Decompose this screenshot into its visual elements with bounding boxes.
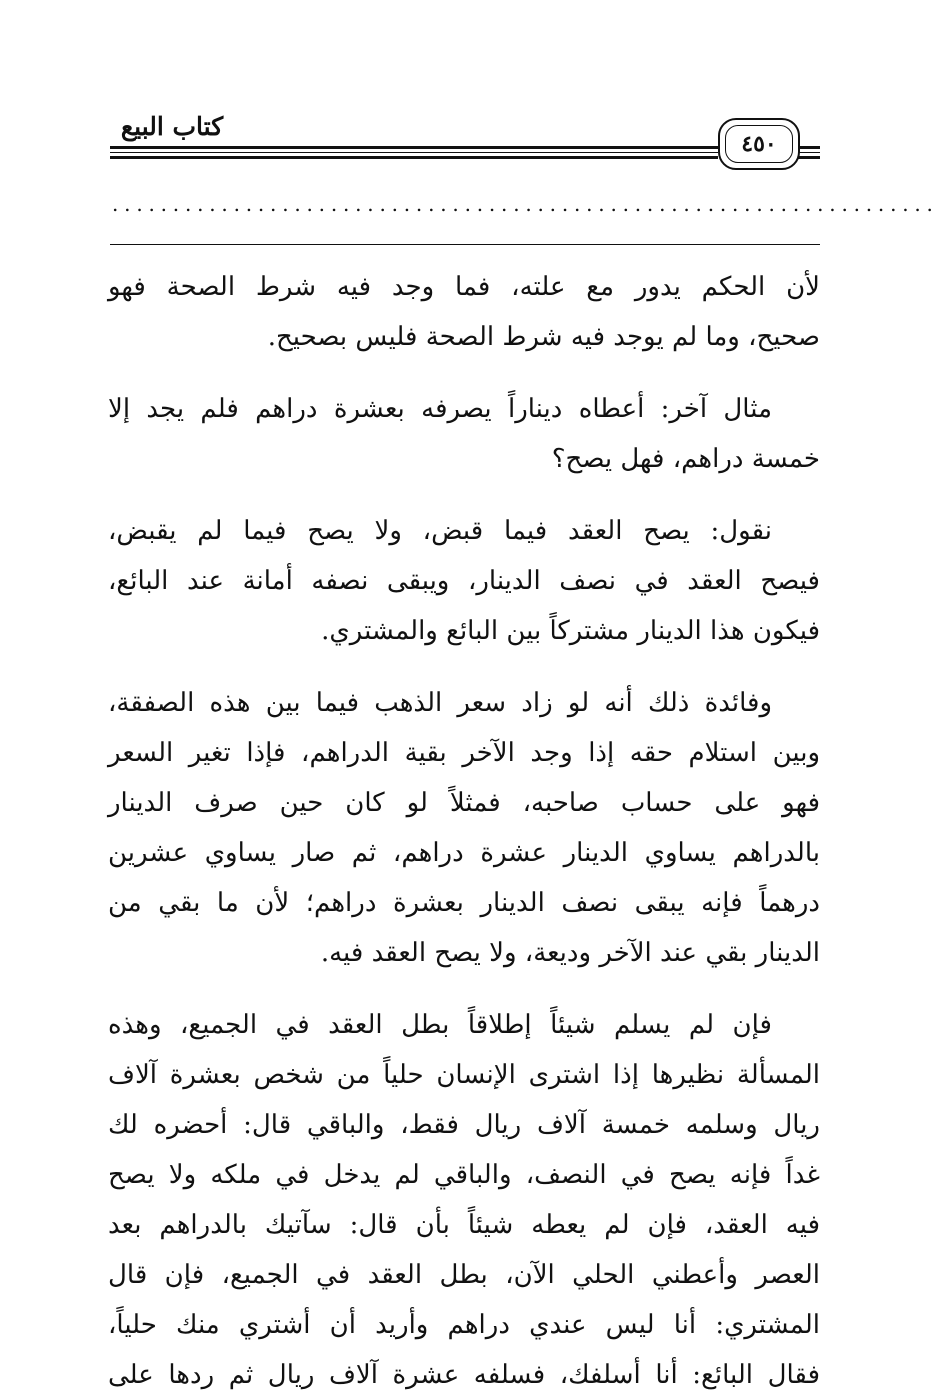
- text-line: الدينار بقي عند الآخر وديعة، ولا يصح العقد فيه.: [320, 938, 820, 968]
- text-line: ريال وسلمه خمسة آلاف ريال فقط، والباقي قال: أحضره لك: [108, 1110, 820, 1140]
- text-line: العصر وأعطني الحلي الآن، بطل العقد في الجميع، فإن قال: [108, 1260, 820, 1290]
- text-line: بالدراهم يساوي الدينار عشرة دراهم، ثم صار يساوي عشرين: [108, 838, 820, 868]
- text-line: صحيح، وما لم يوجد فيه شرط الصحة فليس بصحيح.: [267, 322, 820, 352]
- text-line: فيكون هذا الدينار مشتركاً بين البائع والمشتري.: [321, 616, 820, 646]
- text-line: لأن الحكم يدور مع علته، فما وجد فيه شرط الصحة فهو: [108, 272, 820, 302]
- text-line: وفائدة ذلك أنه لو زاد سعر الذهب فيما بين هذه الصفقة،: [108, 688, 772, 718]
- dotted-separator: ....................................................................: [112, 192, 939, 216]
- text-line: درهماً فإنه يبقى نصف الدينار بعشرة دراهم؛ لأن ما بقي من: [108, 888, 820, 918]
- text-line: نقول: يصح العقد فيما قبض، ولا يصح فيما لم يقبض،: [108, 516, 772, 546]
- text-line: المسألة نظيرها إذا اشترى الإنسان حلياً من شخص بعشرة آلاف: [108, 1060, 820, 1090]
- page-body: [108, 262, 820, 1400]
- paragraph-4: [108, 678, 820, 978]
- header-rule-left-bottom: [110, 156, 718, 159]
- text-line: غداً فإنه يصح في النصف، والباقي لم يدخل في ملكه ولا يصح: [108, 1160, 820, 1190]
- header-rule-left-middle: [110, 152, 718, 153]
- text-line: المشتري: أنا ليس عندي دراهم وأريد أن أشتري منك حلياً،: [108, 1310, 820, 1340]
- text-line: فيصح العقد في نصف الدينار، ويبقى نصفه أمانة عند البائع،: [108, 566, 820, 596]
- text-line: فإن لم يسلم شيئاً إطلاقاً بطل العقد في الجميع، وهذه: [108, 1010, 772, 1040]
- text-line: خمسة دراهم، فهل يصح؟: [551, 444, 820, 474]
- separator-line: [110, 244, 820, 245]
- text-line: وبين استلام حقه إذا وجد الآخر بقية الدراهم، فإذا تغير السعر: [108, 738, 820, 768]
- page-number: ٤٥٠: [725, 125, 793, 163]
- text-line: فقال البائع: أنا أسلفك، فسلفه عشرة آلاف ريال ثم ردها على: [108, 1360, 820, 1390]
- page-number-frame: [718, 118, 800, 170]
- running-header-title: كتاب البيع: [120, 112, 224, 141]
- text-line: فهو على حساب صاحبه، فمثلاً لو كان حين صرف الدينار: [108, 788, 820, 818]
- header-rule-left-top: [110, 146, 718, 149]
- header-rule-right-bottom: [796, 156, 820, 159]
- paragraph-2: [108, 384, 820, 484]
- paragraph-3: [108, 506, 820, 656]
- paragraph-5: [108, 1000, 820, 1400]
- text-line: مثال آخر: أعطاه ديناراً يصرفه بعشرة دراهم فلم يجد إلا: [108, 394, 772, 424]
- text-line: فيه العقد، فإن لم يعطه شيئاً بأن قال: سآتيك بالدراهم بعد: [108, 1210, 820, 1240]
- paragraph-1: [108, 262, 820, 362]
